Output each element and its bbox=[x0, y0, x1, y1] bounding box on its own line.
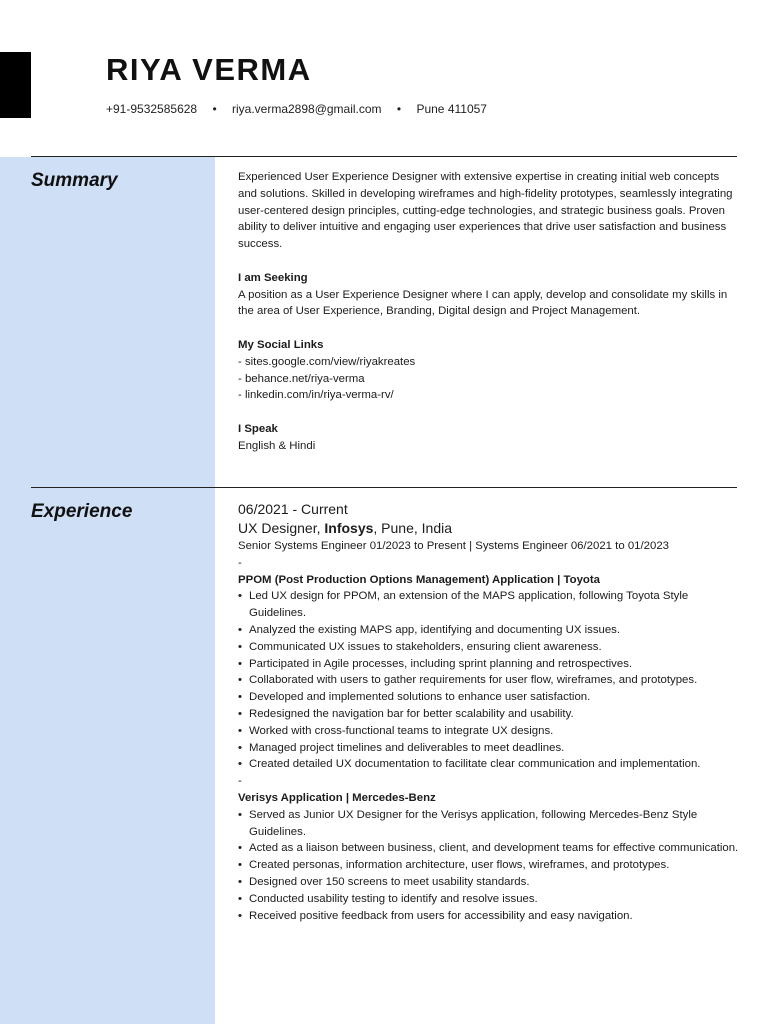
bullet-item: • Developed and implemented solutions to enhance user satisfaction. bbox=[238, 689, 740, 706]
job-location: , Pune, India bbox=[373, 520, 453, 536]
experience-divider bbox=[31, 487, 737, 488]
project-bullet-list bbox=[238, 807, 740, 925]
social-link: - behance.net/riya-verma bbox=[238, 372, 365, 385]
job-company: Infosys bbox=[324, 520, 374, 536]
social-link: - sites.google.com/view/riyakreates bbox=[238, 355, 416, 368]
project-bullet-list bbox=[238, 588, 740, 773]
summary-divider bbox=[31, 156, 737, 157]
bullet-item: • Redesigned the navigation bar for better scalability and usability. bbox=[238, 706, 740, 723]
project-title: PPOM (Post Production Options Management) Application | Toyota bbox=[238, 573, 600, 586]
sidebar-column bbox=[0, 157, 215, 1024]
summary-text: Experienced User Experience Designer with extensive expertise in creating initial web concepts and solutions. Skilled in developing wireframes and high-fidelity prototypes, seamlessly integrating user-centered design principles, cutting-edge technologies, and strategic business goals. Proven ability to deliver intuitive and engaging user experiences that drive user satisfaction and business success. bbox=[238, 171, 733, 251]
bullet-item: • Received positive feedback from users for accessibility and easy navigation. bbox=[238, 908, 740, 925]
contact-separator: • bbox=[212, 102, 217, 116]
contact-phone: +91-9532585628 bbox=[106, 102, 198, 116]
bullet-item: • Analyzed the existing MAPS app, identifying and documenting UX issues. bbox=[238, 622, 740, 639]
job-positions: Senior Systems Engineer 01/2023 to Present | Systems Engineer 06/2021 to 01/2023 bbox=[238, 540, 670, 552]
contact-email: riya.verma2898@gmail.com bbox=[231, 102, 382, 116]
bullet-item: • Collaborated with users to gather requirements for user flow, wireframes, and prototypes. bbox=[238, 672, 740, 689]
contact-location: Pune 411057 bbox=[416, 102, 487, 116]
bullet-item: • Participated in Agile processes, including sprint planning and retrospectives. bbox=[238, 656, 740, 673]
bullet-item: • Conducted usability testing to identify and resolve issues. bbox=[238, 891, 740, 908]
contact-separator: • bbox=[396, 102, 402, 116]
bullet-item: • Communicated UX issues to stakeholders, ensuring client awareness. bbox=[238, 639, 740, 656]
social-links-heading: My Social Links bbox=[238, 338, 324, 351]
bullet-item: • Served as Junior UX Designer for the Verisys application, following Mercedes-Benz Style Guidelines. bbox=[238, 807, 740, 841]
seeking-heading: I am Seeking bbox=[238, 271, 308, 284]
bullet-item: • Designed over 150 screens to meet usability standards. bbox=[238, 874, 740, 891]
bullet-item: • Led UX design for PPOM, an extension of the MAPS application, following Toyota Style Guidelines. bbox=[238, 588, 740, 622]
job-date-range: 06/2021 - Current bbox=[238, 501, 348, 517]
seeking-text: A position as a User Experience Designer where I can apply, develop and consolidate my skills in the area of User Experience, Branding, Digital design and Project Management. bbox=[238, 288, 728, 318]
bullet-item: • Worked with cross-functional teams to integrate UX designs. bbox=[238, 723, 740, 740]
languages-text: English & Hindi bbox=[238, 439, 316, 452]
candidate-name: RIYA VERMA bbox=[106, 52, 312, 87]
bullet-item: • Created detailed UX documentation to facilitate clear communication and implementation. bbox=[238, 756, 740, 773]
summary-section-title: Summary bbox=[31, 170, 118, 191]
summary-content bbox=[238, 169, 740, 455]
contact-line bbox=[106, 102, 487, 116]
bullet-item: • Managed project timelines and deliverables to meet deadlines. bbox=[238, 740, 740, 757]
dash-separator: - bbox=[238, 556, 242, 569]
header-accent-block bbox=[0, 52, 31, 118]
job-role bbox=[238, 519, 740, 538]
experience-section-title: Experience bbox=[31, 501, 133, 522]
job-title: UX Designer, bbox=[238, 520, 325, 536]
experience-content bbox=[238, 500, 740, 924]
dash-separator: - bbox=[238, 775, 242, 788]
social-link: - linkedin.com/in/riya-verma-rv/ bbox=[238, 389, 394, 402]
project-title: Verisys Application | Mercedes-Benz bbox=[238, 791, 436, 804]
bullet-item: • Acted as a liaison between business, client, and development teams for effective communication. bbox=[238, 840, 740, 857]
bullet-item: • Created personas, information architecture, user flows, wireframes, and prototypes. bbox=[238, 857, 740, 874]
languages-heading: I Speak bbox=[238, 422, 278, 435]
